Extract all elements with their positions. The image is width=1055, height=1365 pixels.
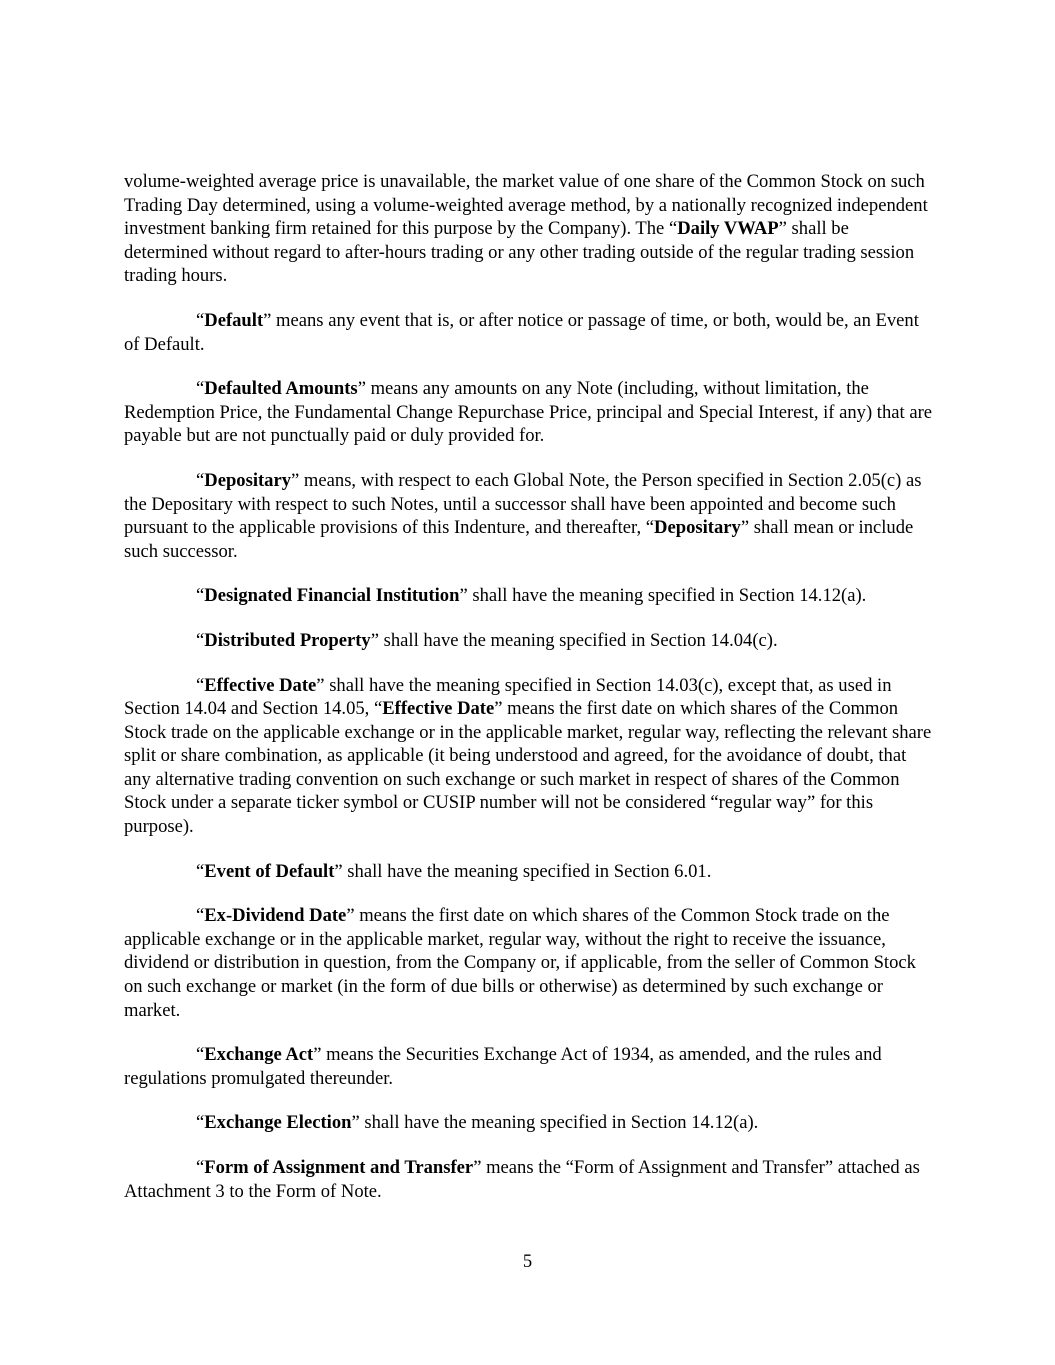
definition-event-of-default bbox=[124, 860, 936, 884]
open-quote: “ bbox=[196, 629, 205, 651]
definition-text: ” shall have the meaning specified in Section 6.01. bbox=[334, 860, 712, 882]
definition-depositary bbox=[124, 469, 936, 563]
paragraph-daily-vwap-continuation bbox=[124, 170, 936, 288]
definition-text: ” means the Securities Exchange Act of 1934, as amended, and the rules and regulations promulgated thereunder. bbox=[124, 1044, 882, 1089]
definition-text: ” shall have the meaning specified in Section 14.03(c), except that, as used in Section 14.04 and Section 14.05, “ bbox=[124, 674, 892, 720]
defined-term: Exchange Act bbox=[204, 1044, 314, 1066]
definition-text: ” means the “Form of Assignment and Transfer” attached as Attachment 3 to the Form of Note. bbox=[124, 1157, 920, 1202]
defined-term: Default bbox=[204, 309, 264, 331]
definition-default bbox=[124, 309, 936, 356]
open-quote: “ bbox=[196, 1157, 205, 1178]
defined-term: Effective Date bbox=[204, 674, 317, 696]
defined-term: Daily VWAP bbox=[677, 218, 779, 240]
open-quote: “ bbox=[196, 674, 205, 696]
defined-term: Exchange Election bbox=[204, 1112, 352, 1134]
defined-term: Form of Assignment and Transfer bbox=[204, 1157, 474, 1178]
definition-text: ” means, with respect to each Global Note, the Person specified in Section 2.05(c) as the Depositary with respect to such Notes, until a successor shall have been appointed and become such pursuant to the applicable provisions of this Indenture, and thereafter, “ bbox=[124, 469, 922, 539]
open-quote: “ bbox=[196, 469, 205, 491]
document-body bbox=[124, 170, 936, 1224]
defined-term: Distributed Property bbox=[204, 629, 371, 651]
open-quote: “ bbox=[196, 1044, 205, 1066]
paragraph-text: ” shall be determined without regard to after-hours trading or any other trading outside of the regular trading session trading hours. bbox=[124, 218, 915, 287]
open-quote: “ bbox=[196, 905, 205, 927]
paragraph-text: volume-weighted average price is unavailable, the market value of one share of the Common Stock on such Trading Day determined, using a volume-weighted average method, by a nationally recognized independent investment banking firm retained for this purpose by the Company). The “ bbox=[124, 171, 928, 240]
defined-term: Defaulted Amounts bbox=[204, 378, 358, 400]
definition-text: ” shall mean or include such successor. bbox=[124, 517, 914, 562]
definition-distributed-property bbox=[124, 629, 936, 653]
definition-text: ” means any event that is, or after notice or passage of time, or both, would be, an Event of Default. bbox=[124, 309, 919, 355]
open-quote: “ bbox=[196, 860, 205, 882]
definition-text: ” shall have the meaning specified in Section 14.12(a). bbox=[459, 585, 867, 607]
definition-text: ” means the first date on which shares of the Common Stock trade on the applicable exchange or in the applicable market, regular way, without the right to receive the issuance, dividend or distribution in question, from the Company or, if applicable, from the seller of Common Stock on such exchange or market (in the form of due bills or otherwise) as determined by such exchange or market. bbox=[124, 905, 916, 1021]
defined-term: Depositary bbox=[654, 517, 741, 539]
definition-text: ” means any amounts on any Note (including, without limitation, the Redemption Price, the Fundamental Change Repurchase Price, principal and Special Interest, if any) that are payable but are not punctually paid or duly provided for. bbox=[124, 378, 933, 447]
definition-effective-date bbox=[124, 674, 936, 839]
definition-defaulted-amounts bbox=[124, 377, 936, 448]
definition-exchange-act bbox=[124, 1043, 936, 1090]
definition-designated-financial-institution bbox=[124, 584, 936, 608]
definition-text: ” shall have the meaning specified in Section 14.12(a). bbox=[351, 1112, 759, 1134]
definition-text: ” shall have the meaning specified in Section 14.04(c). bbox=[370, 629, 778, 651]
definition-ex-dividend-date bbox=[124, 904, 936, 1022]
open-quote: “ bbox=[196, 1112, 205, 1134]
definition-text: ” means the first date on which shares of the Common Stock trade on the applicable exchange or in the applicable market, regular way, reflecting the relevant share split or share combination, as applicable (it being understood and agreed, for the avoidance of doubt, that any alternative trading convention on such exchange or such market in respect of shares of the Common Stock under a separate ticker symbol or CUSIP number will not be considered “regular way” for this purpose). bbox=[124, 698, 932, 838]
open-quote: “ bbox=[196, 309, 205, 331]
open-quote: “ bbox=[196, 378, 205, 400]
page-number: 5 bbox=[522, 1251, 533, 1272]
definition-exchange-election bbox=[124, 1111, 936, 1135]
defined-term: Effective Date bbox=[382, 698, 495, 720]
open-quote: “ bbox=[196, 585, 205, 607]
defined-term: Event of Default bbox=[204, 860, 335, 882]
defined-term: Designated Financial Institution bbox=[204, 585, 460, 607]
defined-term: Depositary bbox=[204, 469, 292, 491]
defined-term: Ex-Dividend Date bbox=[204, 905, 347, 927]
definition-form-of-assignment-and-transfer bbox=[124, 1156, 936, 1203]
